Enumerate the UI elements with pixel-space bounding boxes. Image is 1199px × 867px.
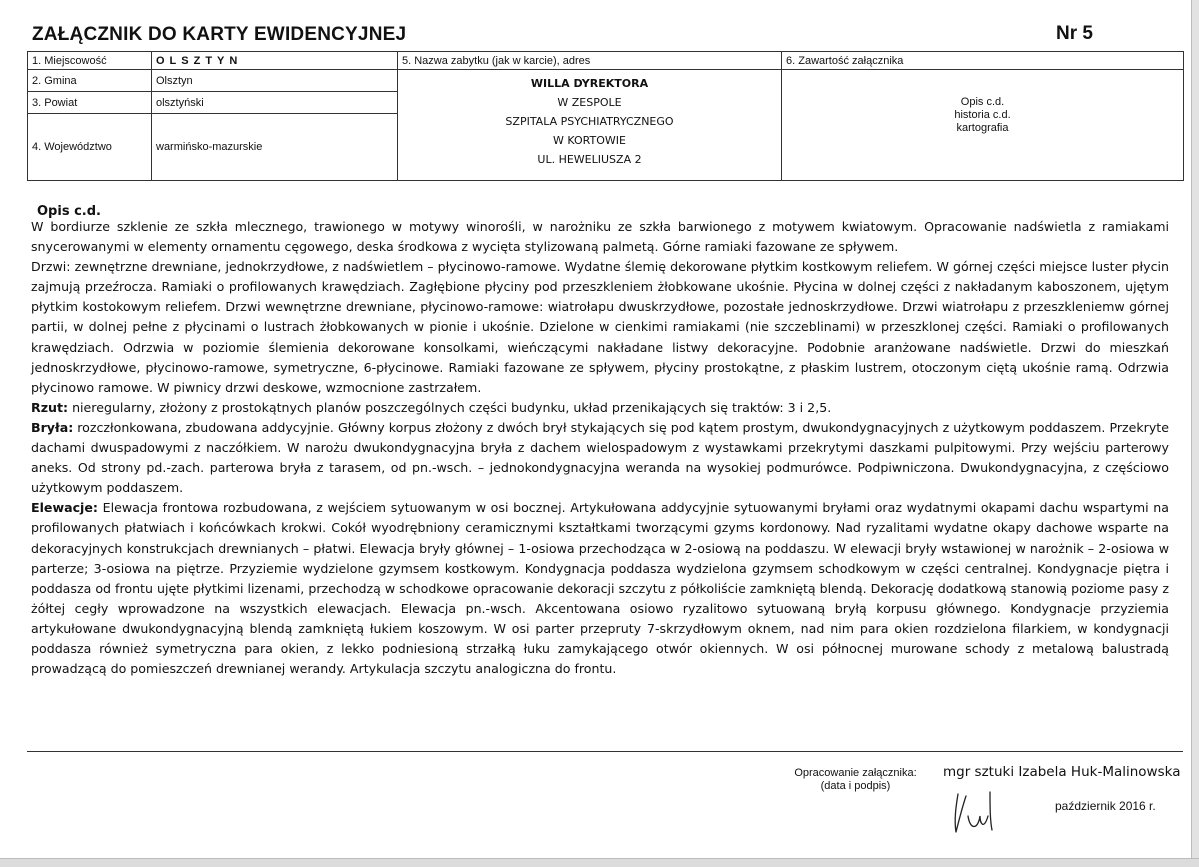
record-form-table [27,51,1184,181]
document-title: ZAŁĄCZNIK DO KARTY EWIDENCYJNEJ [32,24,407,45]
document-number: Nr 5 [1056,23,1093,44]
signature-icon [950,786,1030,836]
zawartosc-label: 6. Zawartość załącznika [782,52,1184,70]
rzut-text: nieregularny, złożony z prostokątnych planów poszczególnych części budynku, układ przenikających się traktów: 3 i 2,5. [68,399,832,415]
powiat-label: 3. Powiat [28,92,152,114]
name-line: SZPITALA PSYCHIATRYCZNEGO [505,115,674,128]
wojewodztwo-value: warmińsko-mazurskie [152,114,398,181]
paragraph-window: W bordiurze szklenie ze szkła mlecznego, trawionego w motywy winorośli, w narożniku ze szkła barwionego z motywem kwiatowym. Opracowanie nadświetla z ramiakami snycerowanymi w elementy ornamentu cęgowego, deska środkowa z wycięta stylizowaną palmetą. Górne ramiaki fazowane ze spływem. [31,219,1169,255]
footer-separator [27,751,1183,752]
scan-edge-bottom [0,858,1199,867]
prepared-by-line1: Opracowanie załącznika: [794,767,917,779]
wojewodztwo-label: 4. Województwo [28,114,152,181]
prepared-by-label [768,767,943,793]
elewacje-label: Elewacje: [31,500,98,516]
monument-name-address [398,70,782,181]
powiat-value: olsztyński [152,92,398,114]
bryla-text: rozczłonkowana, zbudowana addycyjnie. Główny korpus złożony z dwóch brył stykających się pod kątem prostym, dwukondygnacyjnych z użytkowym poddaszem. Przekryte dachami dwuspadowymi z naczółkiem. W narożu dwukondygnacyjna bryła z dachem wielospadowym z wystawkami przekrytymi daszkami pulpitowymi. Przy wejściu parterowy aneks. Od strony pd.-zach. parterowa bryła z tarasem, od pn.-wsch. – jednokondygnacyjna weranda na wysokiej podmurówce. Podpiwniczona. Dwukondygnacyjna, z częściowo użytkowym poddaszem. [31,419,1169,496]
name-line: W KORTOWIE [553,134,626,147]
scan-edge-right [1191,0,1199,867]
elewacje-text: Elewacja frontowa rozbudowana, z wejściem sytuowanym w osi bocznej. Artykułowana addycyjnie sytuowanymi bryłami oraz wydatnymi okapami dachu wspartymi na profilowanych płatwiach i końcówkach krokwi. Cokół wyodrębniony ceramicznymi kształtkami tworzącymi gzyms kordonowy. Nad ryzalitami wydatne okapy dachowe wsparte na dekoracyjnych konstrukcjach drewnianych – płatwi. Elewacja bryły głównej – 1-osiowa przechodząca w 2-osiową na poddaszu. W elewacji bryły wstawionej w narożnik – 2-osiowa w parterze; 3-osiowa na piętrze. Przyziemie wydzielone gzymsem kostkowym. Kondygnacja poddasza wydzielona gzymsem schodkowym w części centralnej. Kondygnacje piętra i poddasza od frontu ujęte płytkimi lizenami, przechodzą w schodkowe opracowanie dekoracji szczytu z półkoliście zamkniętą blendą. Dekorację dodatkową stanowią poziome pasy z żółtej cegły wprowadzone na wszystkich elewacjach. Elewacja pn.-wsch. Akcentowana osiowo ryzalitowo sytuowaną bryłą korpusu głównego. Kondygnacje przyziemia artykułowane dwukondygnacyjną blendą zamkniętą łukiem koszowym. W osi parter przepruty 7-skrzydłowym oknem, nad nim para okien rozdzielona filarkiem, w kondygnacji poddasza również symetryczna para okien, z lekko podniesioną strzałką łuku zamykającego otwór okiennych. W osi północnej murowane schody z metalową balustradą prowadzącą do pomieszczeń drewnianej werandy. Artykulacja szczytu analogiczna do frontu. [31,500,1169,677]
name-line: WILLA DYREKTORA [530,77,649,90]
author-name: mgr sztuki Izabela Huk-Malinowska [943,764,1181,780]
nazwa-label: 5. Nazwa zabytku (jak w karcie), adres [398,52,782,70]
name-line: UL. HEWELIUSZA 2 [537,153,642,166]
contents-item: historia c.d. [954,109,1011,121]
bryla-label: Bryła: [31,419,74,435]
date-text: październik 2016 r. [1055,799,1156,813]
section-title: Opis c.d. [37,204,101,219]
paragraph-rzut [31,398,1169,418]
contents-item: kartografia [956,122,1009,134]
miejscowosc-value: OLSZTYN [152,52,398,70]
miejscowosc-label: 1. Miejscowość [28,52,152,70]
gmina-label: 2. Gmina [28,70,152,92]
gmina-value: Olsztyn [152,70,398,92]
contents-item: Opis c.d. [960,96,1005,108]
name-line: W ZESPOLE [557,96,622,109]
attachment-contents [782,70,1184,181]
paragraph-doors: Drzwi: zewnętrzne drewniane, jednokrzydłowe, z nadświetlem – płycinowo-ramowe. Wydatne ślemię dekorowane płytkim kostkowym reliefem. W górnej części miejsce luster płycin zajmują przeźrocza. Ramiaki o profilowanych krawędziach. Zagłębione płyciny pod przeszkleniem żłobkowane ukośnie. Płycina w dolnej części z nakładanym kaboszonem, ujętym płytkim kostokowym reliefem. Drzwi wewnętrzne drewniane, płycinowo-ramowe: wiatrołapu dwuskrzydłowe, pozostałe jednoskrzydłowe. Drzwi wiatrołapu z przeszkleniemw górnej partii, w dolnej pełne z płycinami o lustrach żłobkowanych w pionie i ukośnie. Dzielone w cienkimi ramiakami (nie szczeblinami) w przeszklonej części. Ramiaki o profilowanych krawędziach. Odrzwia w poziomie ślemienia dekorowane konsolkami, wieńczącymi nakładane listwy dekoracyjne. Podobnie aranżowane nadświetle. Drzwi do mieszkań jednoskrzydłowe, płycinowo-ramowe, symetryczne, 6-płycinowe. Ramiaki fazowane ze spływem, płyciny prostokątne, z płaskim lustrem, otoczonym ciętą ukośnie ramą. Odrzwia płycinowo ramowe. W piwnicy drzwi deskowe, wzmocnione zastrzałem. [31,259,1169,395]
prepared-by-line2: (data i podpis) [820,780,891,792]
paragraph-bryla [31,418,1169,498]
paragraph-elewacje [31,498,1169,679]
description-body [31,217,1169,679]
rzut-label: Rzut: [31,399,69,415]
